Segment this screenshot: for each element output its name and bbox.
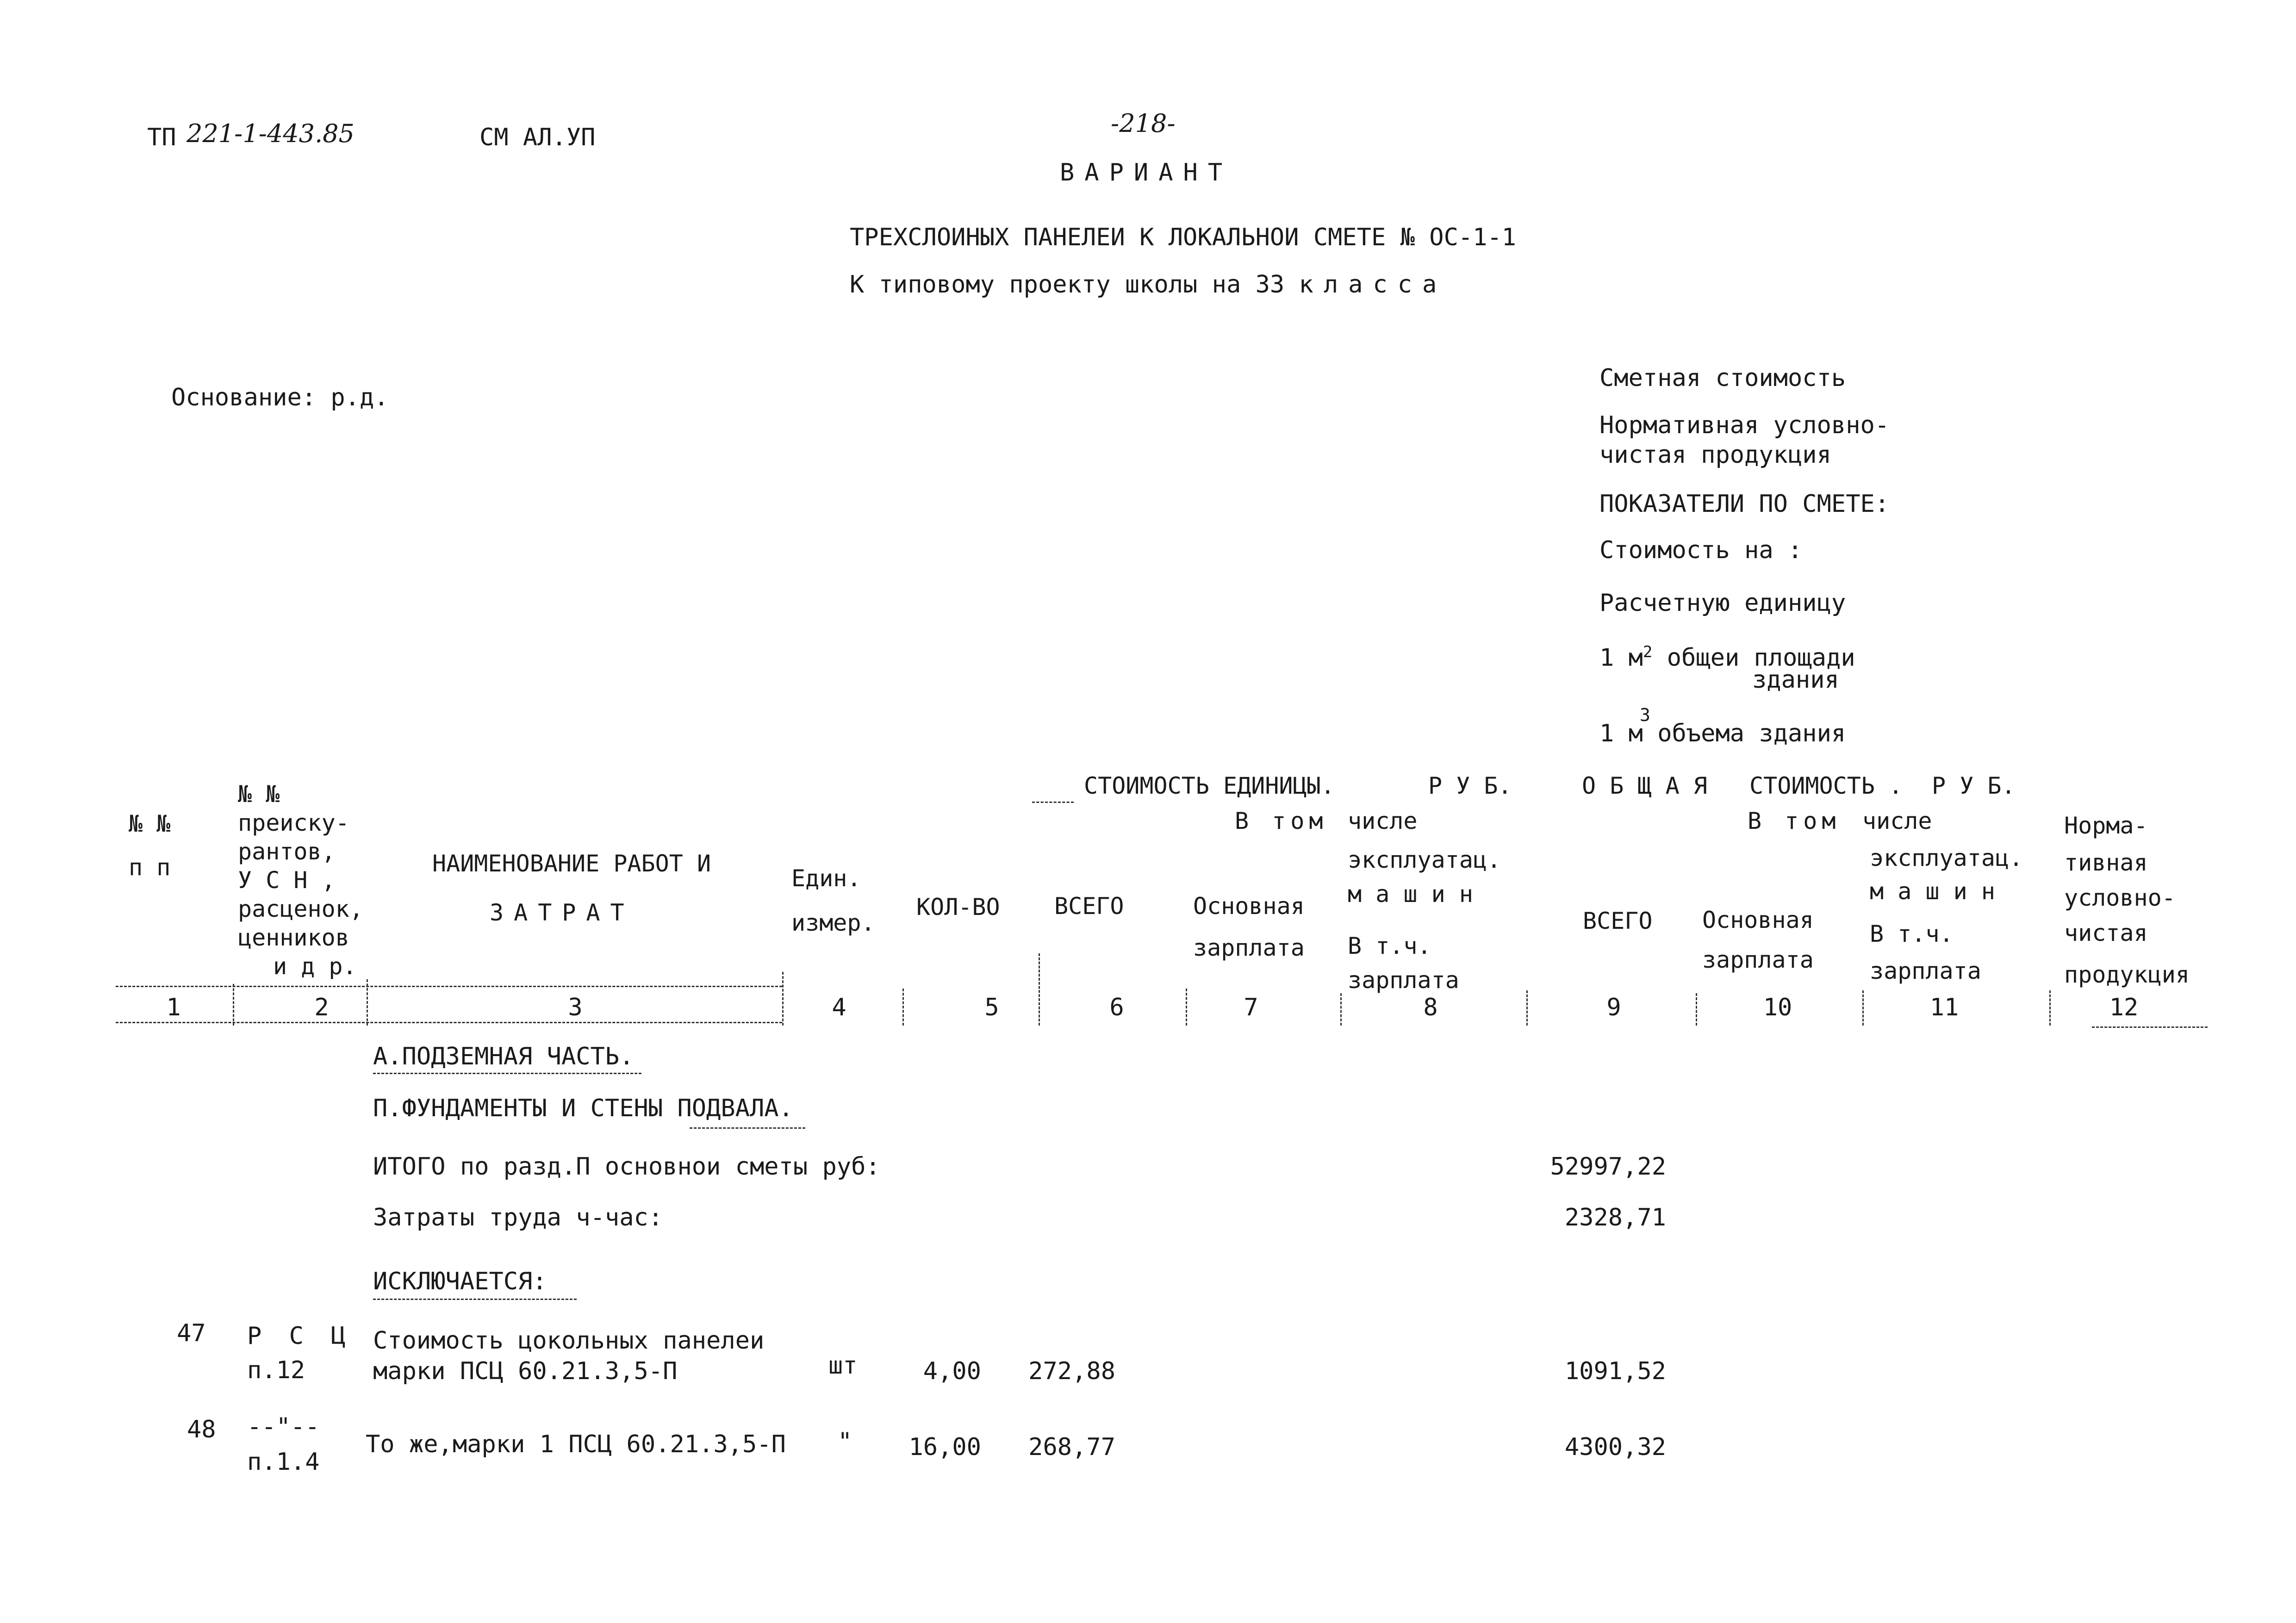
document-title: ВАРИАНТ [1060, 159, 1233, 187]
col1-header-1: № № [129, 810, 171, 837]
excluded-heading: ИСКЛЮЧАЕТСЯ: [373, 1268, 547, 1295]
row-price: 268,77 [1028, 1433, 1115, 1461]
volume-exponent: 3 [1640, 705, 1650, 725]
project-prefix: К типовому проекту школы на 33 [850, 271, 1285, 298]
labor-value: 2328,71 [1564, 1204, 1666, 1231]
col-number: 4 [832, 994, 846, 1021]
normative-label-2: чистая продукция [1599, 441, 1831, 469]
area-prefix: 1 м [1599, 644, 1643, 672]
total-incl-b: числе [1862, 808, 1932, 834]
col11-header-4: зарплата [1870, 958, 1981, 984]
column-numbers-rule [116, 1022, 782, 1023]
col2-header-2: преиску- [238, 809, 349, 836]
project-word: класса [1299, 271, 1447, 298]
col8-header-1: эксплуатац. [1348, 846, 1501, 873]
col2-header-4: У С Н , [238, 867, 336, 894]
col8-header-4: зарплата [1348, 967, 1459, 994]
col12-header-2: тивная [2064, 849, 2148, 876]
col2-header-1: № № [238, 781, 280, 808]
col-number: 11 [1929, 994, 1959, 1021]
document-subtitle: ТРЕХСЛОИНЫХ ПАНЕЛЕИ К ЛОКАЛЬНОИ СМЕТЕ № ОС-1-1 [850, 224, 1517, 251]
section-a-heading: А.ПОДЗЕМНАЯ ЧАСТЬ. [373, 1043, 634, 1070]
header-rule [116, 986, 782, 987]
col-sep [2049, 990, 2051, 1026]
col-number: 2 [314, 994, 329, 1021]
col-number: 12 [2109, 994, 2139, 1021]
volume-label [1599, 719, 1846, 748]
row-code-1: Р С Ц [247, 1322, 352, 1350]
col12-header-3: условно- [2064, 884, 2176, 911]
excluded-underline [373, 1299, 577, 1300]
total-value: 52997,22 [1550, 1153, 1666, 1181]
col11-header-1: эксплуатац. [1870, 845, 2023, 871]
doc-section: СМ АЛ.УП [479, 124, 596, 151]
col-sep [1340, 993, 1342, 1026]
col12-header-5: продукция [2064, 961, 2190, 988]
section-p-heading: П.ФУНДАМЕНТЫ И СТЕНЫ ПОДВАЛА. [373, 1094, 793, 1122]
col8-header-3: В т.ч. [1348, 933, 1431, 959]
row-code-2: п.1.4 [247, 1448, 320, 1476]
doc-code-prefix: ТП [147, 124, 176, 151]
col11-header-3: В т.ч. [1870, 920, 1954, 947]
col-number: 3 [568, 994, 583, 1021]
col-sep [1862, 990, 1864, 1026]
col2-header-3: рантов, [238, 838, 336, 865]
col3-header-1: НАИМЕНОВАНИЕ РАБОТ И [432, 850, 711, 877]
unit-incl-a: В том [1235, 808, 1328, 834]
labor-label: Затраты труда ч-час: [373, 1204, 663, 1231]
row-unit: шт [828, 1352, 858, 1380]
col12-header-1: Норма- [2064, 812, 2148, 839]
col-sep [233, 984, 234, 1026]
col-number: 9 [1606, 994, 1621, 1021]
row-qty: 16,00 [908, 1433, 981, 1461]
row-name-2: марки ПСЦ 60.21.3,5-П [373, 1357, 678, 1385]
row-price: 272,88 [1028, 1357, 1115, 1385]
col-number: 10 [1763, 994, 1792, 1021]
unit-cost-rub: Р У Б. [1428, 772, 1512, 799]
row-qty: 4,00 [923, 1357, 981, 1385]
total-label: ИТОГО по разд.П основнои сметы руб: [373, 1153, 880, 1181]
col-number: 8 [1423, 994, 1438, 1021]
col11-header-2: м а ш и н [1870, 878, 1995, 905]
col4-header-2: измер. [791, 909, 875, 936]
section-p-underline [690, 1127, 805, 1129]
col6-header: ВСЕГО [1054, 893, 1124, 920]
row-unit: " [838, 1428, 852, 1455]
col-sep [367, 979, 368, 1026]
total-incl-a: В том [1748, 808, 1841, 834]
basis-label: Основание: р.д. [171, 384, 389, 411]
col7-header-2: зарплата [1193, 934, 1305, 961]
row-code-1: --"-- [247, 1413, 320, 1441]
row-name-1: То же,марки 1 ПСЦ 60.21.3,5-П [366, 1430, 786, 1458]
calc-unit-label: Расчетную единицу [1599, 589, 1846, 617]
col9-header: ВСЕГО [1583, 908, 1653, 934]
volume-prefix: 1 м [1599, 720, 1643, 747]
col2-header-7: и д р. [273, 953, 357, 980]
col2-header-5: расценок, [238, 895, 363, 922]
unit-incl-b: числе [1348, 808, 1418, 834]
col-sep [1696, 993, 1697, 1026]
total-cost-group: О Б Щ А Я [1582, 772, 1707, 799]
col-sep [1526, 990, 1528, 1026]
col-sep [1039, 953, 1040, 1026]
col12-header-4: чистая [2064, 920, 2148, 946]
unit-cost-group: СТОИМОСТЬ ЕДИНИЦЫ. [1084, 772, 1335, 799]
project-line [850, 270, 1447, 299]
col-number: 6 [1109, 994, 1124, 1021]
col10-header-2: зарплата [1702, 946, 1814, 973]
col4-header-1: Един. [791, 865, 861, 892]
col8-header-2: м а ш и н [1348, 881, 1473, 908]
total-cost-word: СТОИМОСТЬ . [1749, 772, 1903, 799]
row-total: 1091,52 [1564, 1357, 1666, 1385]
col-sep [782, 972, 784, 1026]
col7-header-1: Основная [1193, 893, 1305, 920]
col-sep [902, 989, 904, 1026]
doc-code: 221-1-443.85 [187, 119, 355, 148]
volume-text: объема здания [1657, 720, 1846, 747]
row-total: 4300,32 [1564, 1433, 1666, 1461]
col-number: 5 [984, 994, 999, 1021]
estimated-cost-label: Сметная стоимость [1599, 364, 1846, 392]
col1-header-2: п п [129, 854, 171, 881]
area-exponent: 2 [1643, 643, 1653, 661]
indicators-label: ПОКАЗАТЕЛИ ПО СМЕТЕ: [1599, 490, 1890, 518]
cost-per-label: Стоимость на : [1599, 536, 1803, 564]
col3-header-2: ЗАТРАТ [490, 899, 635, 926]
col-number: 1 [166, 994, 181, 1021]
row-code-2: п.12 [247, 1356, 305, 1384]
row-number: 48 [187, 1416, 216, 1443]
total-cost-rub: Р У Б. [1932, 772, 2016, 799]
section-a-underline [373, 1073, 641, 1074]
col10-header-1: Основная [1702, 907, 1814, 933]
col2-header-6: ценников [238, 924, 349, 951]
col-sep [1186, 989, 1187, 1026]
column-numbers-rule-right [2092, 1026, 2208, 1028]
row-number: 47 [177, 1319, 206, 1347]
normative-label-1: Нормативная условно- [1599, 411, 1890, 439]
header-top-rule [1032, 802, 1074, 803]
page-number: -218- [1111, 109, 1176, 138]
col5-header: КОЛ-ВО [916, 894, 1000, 920]
area-text-1: общеи площади [1667, 644, 1855, 672]
row-name-1: Стоимость цокольных панелеи [373, 1327, 765, 1355]
area-text-2: здания [1752, 666, 1839, 694]
col-number: 7 [1244, 994, 1258, 1021]
